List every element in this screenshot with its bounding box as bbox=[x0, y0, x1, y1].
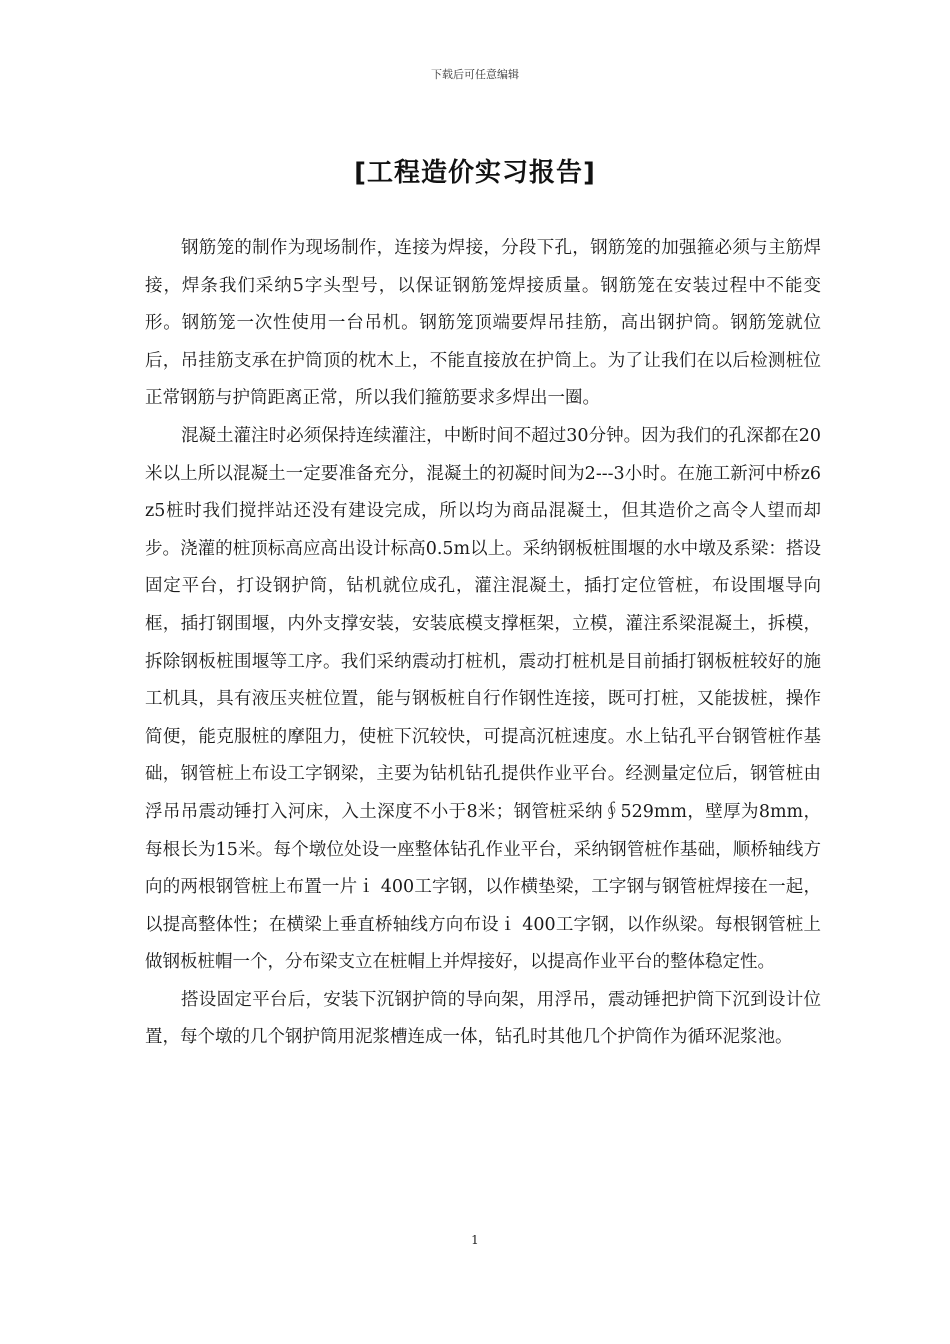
document-title: [工程造价实习报告] bbox=[354, 158, 596, 188]
paragraph-fixed-platform: 搭设固定平台后，安装下沉钢护筒的导向架，用浮吊，震动锤把护筒下沉到设计位置，每个墩的几个钢护筒用泥浆槽连成一体，钻孔时其他几个护筒作为循环泥浆池。 bbox=[145, 989, 821, 1048]
paragraph-concrete-pouring: 混凝土灌注时必须保持连续灌注，中断时间不超过30分钟。因为我们的孔深都在20米以上所以混凝土一定要准备充分，混凝土的初凝时间为2---3小时。在施工新河中桥z6z5桩时我们搅拌站还没有建设完成，所以均为商品混凝土，但其造价之高令人望而却步。浇灌的桩顶标高应高出设计标高0.5m以上。采纳钢板桩围堰的水中墩及系梁：搭设固定平台，打设钢护筒，钻机就位成孔，灌注混凝土，插打定位管桩，布设围堰导向框，插打钢围堰，内外支撑安装，安装底模支撑框架，立模，灌注系梁混凝土，拆模，拆除钢板桩围堰等工序。我们采纳震动打桩机，震动打桩机是目前插打钢板桩较好的施工机具，具有液压夹桩位置，能与钢板桩自行作钢性连接，既可打桩，又能拔桩，操作简便，能克服桩的摩阻力，使桩下沉较快，可提高沉桩速度。水上钻孔平台钢管桩作基础，钢管桩上布设工字钢梁，主要为钻机钻孔提供作业平台。经测量定位后，钢管桩由浮吊吊震动锤打入河床，入土深度不小于8米；钢管桩采纳∮529mm，壁厚为8mm，每根长为15米。每个墩位处设一座整体钻孔作业平台，采纳钢管桩作基础，顺桥轴线方向的两根钢管桩上布置一片ｉ 400工字钢，以作横垫梁，工字钢与钢管桩焊接在一起，以提高整体性；在横梁上垂直桥轴线方向布设ｉ 400工字钢，以作纵梁。每根钢管桩上做钢板桩帽一个，分布梁支立在桩帽上并焊接好，以提高作业平台的整体稳定性。 bbox=[145, 425, 821, 973]
paragraph-rebar-cage: 钢筋笼的制作为现场制作，连接为焊接，分段下孔，钢筋笼的加强箍必须与主筋焊接，焊条我们采纳5字头型号，以保证钢筋笼焊接质量。钢筋笼在安装过程中不能变形。钢筋笼一次性使用一台吊机。钢筋笼顶端要焊吊挂筋，高出钢护筒。钢筋笼就位后，吊挂筋支承在护筒顶的枕木上，不能直接放在护筒上。为了让我们在以后检测桩位正常钢筋与护筒距离正常，所以我们箍筋要求多焊出一圈。 bbox=[145, 238, 821, 409]
document-body bbox=[145, 230, 821, 1057]
page-number: 1 bbox=[471, 1233, 479, 1247]
page-header-note: 下载后可任意编辑 bbox=[431, 68, 519, 81]
